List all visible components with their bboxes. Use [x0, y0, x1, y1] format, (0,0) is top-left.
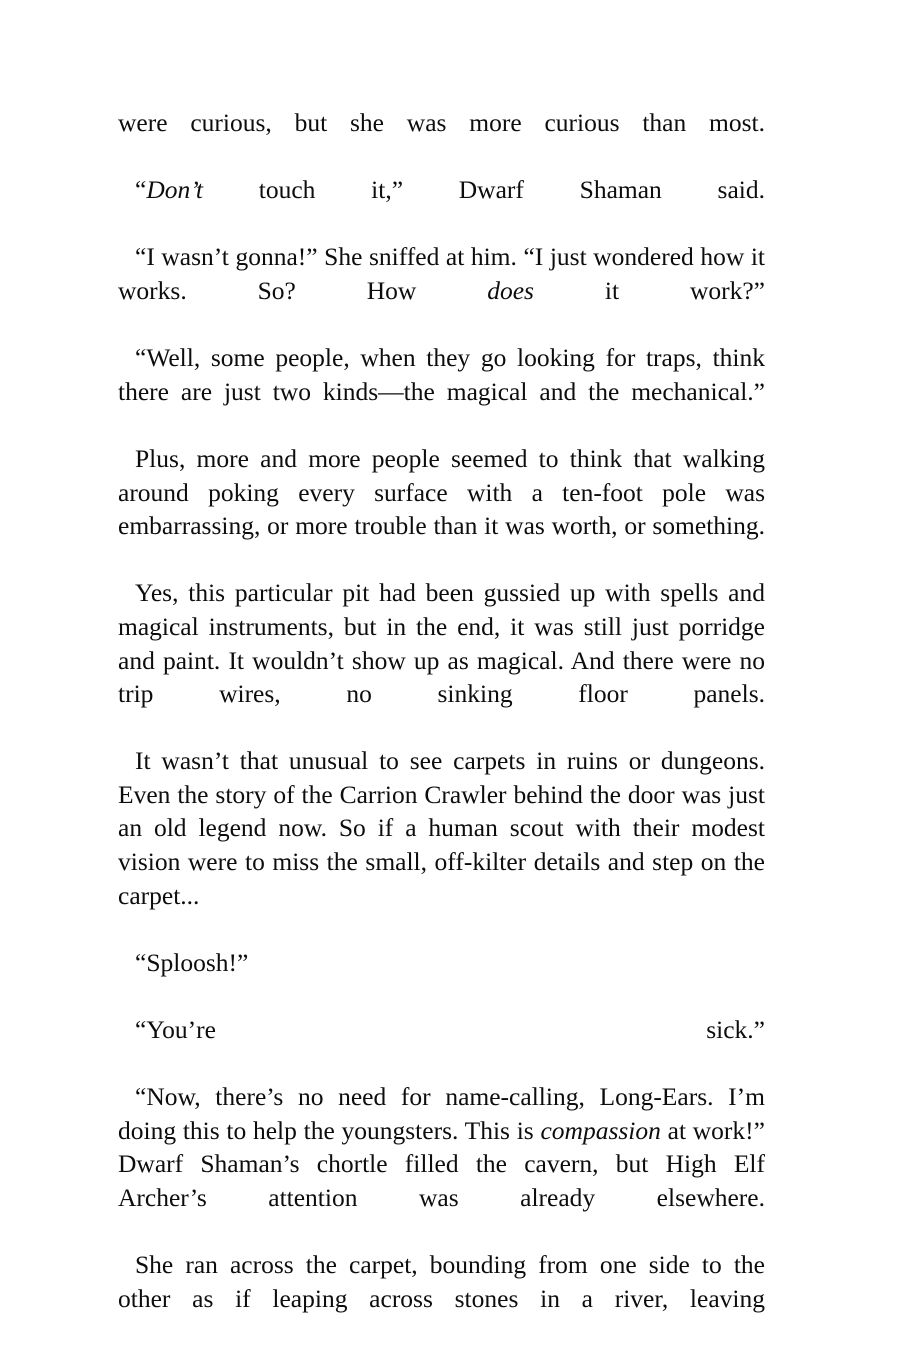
- paragraph: “Don’t touch it,” Dwarf Shaman said.: [135, 175, 765, 205]
- paragraph: She ran across the carpet, bounding from one side to the other as if leaping across stones in a river, leaving: [118, 1250, 765, 1313]
- paragraph: “Now, there’s no need for name-calling, Long-Ears. I’m doing this to help the youngsters. This is compassion at work!” Dwarf Shaman’s chortle filled the cavern, but High Elf Archer’s attention was already elsewhere.: [118, 1082, 765, 1212]
- paragraph: Yes, this particular pit had been gussied up with spells and magical instruments, but in the end, it was still just porridge and paint. It wouldn’t show up as magical. And there were no trip wires, no sinking floor panels.: [118, 578, 765, 709]
- paragraph: were curious, but she was more curious than most.: [118, 108, 765, 137]
- paragraph: It wasn’t that unusual to see carpets in ruins or dungeons. Even the story of the Carrion Crawler behind the door was just an old legend now. So if a human scout with their modest vision were to miss the small, off-kilter details and step on the carpet...: [118, 746, 765, 910]
- page-body-text: [118, 106, 765, 1349]
- emphasis-text: does: [487, 275, 534, 305]
- paragraph: “You’re sick.”: [135, 1015, 765, 1045]
- paragraph: “I wasn’t gonna!” She sniffed at him. “I just wondered how it works. So? How does it work?”: [118, 242, 765, 305]
- emphasis-text: Don’t: [146, 175, 203, 205]
- paragraph: “Well, some people, when they go looking for traps, think there are just two kinds—the magical and the mechanical.”: [118, 343, 765, 406]
- emphasis-text: compassion: [540, 1115, 661, 1145]
- paragraph: “Sploosh!”: [135, 947, 249, 977]
- paragraph: Plus, more and more people seemed to think that walking around poking every surface with a ten-foot pole was embarrassing, or more trouble than it was worth, or something.: [118, 443, 765, 541]
